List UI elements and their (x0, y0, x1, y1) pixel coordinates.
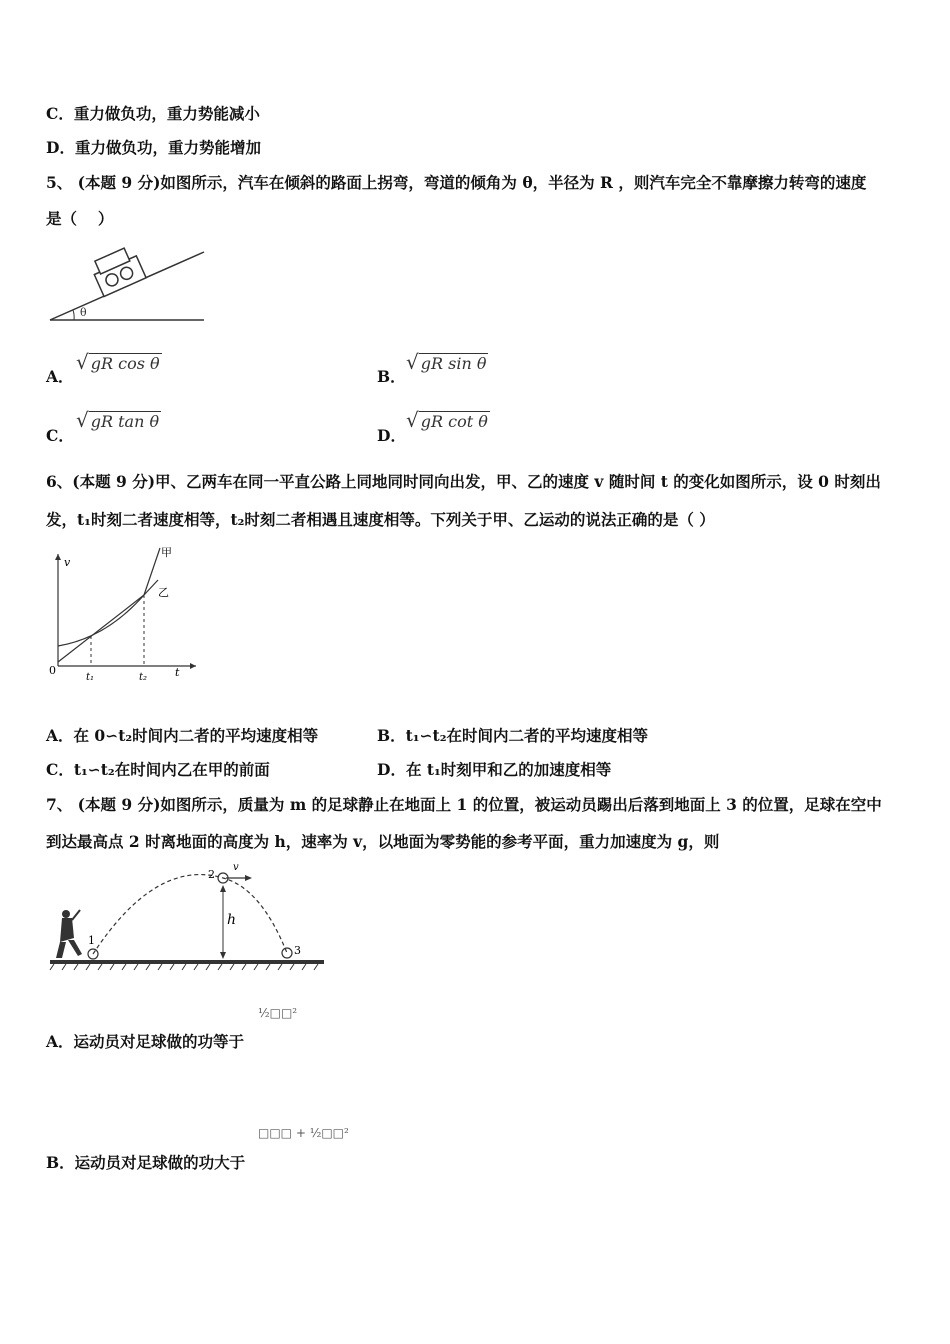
q7-point-3: 3 (294, 944, 301, 957)
q6-t1-label: t₁ (86, 672, 95, 683)
q5-option-c-label: C． (46, 426, 74, 445)
q6-option-b: B．t₁∽t₂在时间内二者的平均速度相等 (377, 726, 648, 745)
q5-option-a-expr: √ gR cos θ (76, 350, 160, 374)
q6-axis-v: v (64, 556, 71, 569)
q6-stem-line1: 6、(本题 9 分)甲、乙两车在同一平直公路上同地同时同向出发，甲、乙的速度 v 随时间 t 的变化如图所示，设 0 时刻出 (46, 472, 881, 491)
q5-stem-line2: 是（ ） (46, 209, 114, 228)
q4-option-d: D．重力做负功，重力势能增加 (46, 138, 261, 157)
q7-v-label: v (233, 862, 239, 873)
q5-option-b-expr: √ gR sin θ (406, 350, 487, 374)
q6-origin: 0 (49, 664, 56, 677)
q7-football-figure (46, 858, 328, 973)
q6-option-a: A．在 0∽t₂时间内二者的平均速度相等 (46, 726, 319, 745)
q5-option-c-expr: √ gR tan θ (76, 408, 160, 432)
q7-option-b-math: □□□ + ½□□² (258, 1126, 349, 1140)
q5-option-d-label: D． (377, 426, 406, 445)
q5-stem-line1: 5、 (本题 9 分)如图所示，汽车在倾斜的路面上拐弯，弯道的倾角为 θ，半径为 R ，则汽车完全不靠摩擦力转弯的速度 (46, 173, 867, 192)
q7-option-a: A．运动员对足球做的功等于 (46, 1032, 245, 1051)
q6-option-d: D．在 t₁时刻甲和乙的加速度相等 (377, 760, 612, 779)
q6-vt-graph (46, 540, 206, 685)
q7-point-1: 1 (88, 934, 95, 947)
q6-label-jia: 甲 (161, 546, 172, 559)
q7-option-b: B．运动员对足球做的功大于 (46, 1153, 246, 1172)
q7-h-label: h (227, 912, 237, 928)
q6-t2-label: t₂ (139, 672, 148, 683)
q5-option-b-label: B． (377, 367, 406, 386)
q5-option-d-expr: √ gR cot θ (406, 408, 488, 432)
q7-point-2: 2 (208, 868, 215, 881)
q5-theta-label: θ (80, 306, 87, 319)
q6-label-yi: 乙 (158, 586, 169, 599)
q4-option-c: C．重力做负功，重力势能减小 (46, 104, 260, 123)
q5-incline-figure (46, 238, 211, 326)
q7-option-a-math: ½□□² (258, 1006, 298, 1020)
q6-stem-line2: 发，t₁时刻二者速度相等，t₂时刻二者相遇且速度相等。下列关于甲、乙运动的说法正确的是（ ） (46, 510, 715, 529)
q5-option-a-label: A． (46, 367, 74, 386)
q7-stem-line2: 到达最高点 2 时离地面的高度为 h，速率为 v，以地面为零势能的参考平面，重力加速度为 g，则 (46, 832, 720, 851)
q7-stem-line1: 7、 (本题 9 分)如图所示，质量为 m 的足球静止在地面上 1 的位置，被运动员踢出后落到地面上 3 的位置，足球在空中 (46, 795, 882, 814)
q6-axis-t: t (175, 666, 180, 679)
q6-option-c: C．t₁∽t₂在时间内乙在甲的前面 (46, 760, 270, 779)
